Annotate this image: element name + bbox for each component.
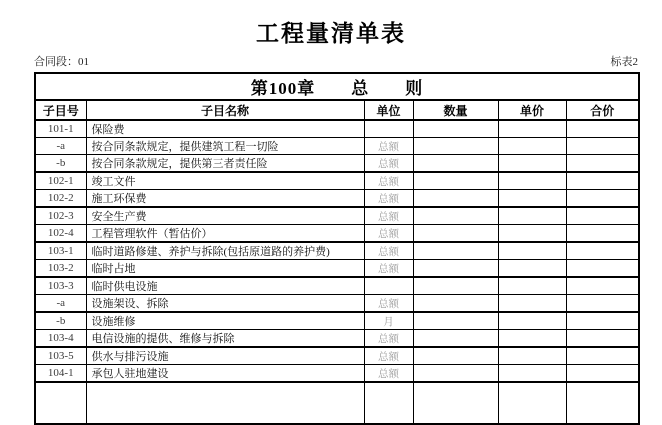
- quantity-cell: [413, 242, 498, 260]
- item-no-cell: -a: [35, 295, 86, 313]
- quantity-cell: [413, 225, 498, 243]
- item-name-cell: 设施维修: [86, 312, 364, 330]
- table-row: [35, 330, 639, 348]
- item-name-cell: 工程管理软件（暂估价）: [86, 225, 364, 243]
- item-no-cell: 102-2: [35, 190, 86, 208]
- item-name-cell: 电信设施的提供、维修与拆除: [86, 330, 364, 348]
- item-name-cell: 承包人驻地建设: [86, 365, 364, 383]
- table-row: [35, 347, 639, 365]
- unit-price-cell: [498, 225, 566, 243]
- table-row: [35, 242, 639, 260]
- total-price-cell: [566, 382, 639, 424]
- unit-cell: 总额: [364, 365, 413, 383]
- item-no-cell: [35, 382, 86, 424]
- quantity-cell: [413, 155, 498, 173]
- item-no-cell: 103-4: [35, 330, 86, 348]
- unit-price-cell: [498, 295, 566, 313]
- total-price-cell: [566, 225, 639, 243]
- item-name-cell: 施工环保费: [86, 190, 364, 208]
- unit-cell: 总额: [364, 242, 413, 260]
- unit-price-cell: [498, 242, 566, 260]
- total-price-cell: [566, 330, 639, 348]
- unit-price-cell: [498, 312, 566, 330]
- total-price-cell: [566, 260, 639, 278]
- unit-price-cell: [498, 330, 566, 348]
- table-row: [35, 225, 639, 243]
- table-row: [35, 277, 639, 295]
- table-row: [35, 120, 639, 138]
- unit-cell: 总额: [364, 138, 413, 155]
- total-price-cell: [566, 172, 639, 190]
- quantity-cell: [413, 260, 498, 278]
- item-name-cell: 按合同条款规定，提供建筑工程一切险: [86, 138, 364, 155]
- item-no-cell: -b: [35, 155, 86, 173]
- unit-cell: [364, 382, 413, 424]
- item-no-cell: -b: [35, 312, 86, 330]
- item-name-cell: 竣工文件: [86, 172, 364, 190]
- item-name-cell: 供水与排污设施: [86, 347, 364, 365]
- total-price-cell: [566, 138, 639, 155]
- quantity-cell: [413, 365, 498, 383]
- total-price-cell: [566, 242, 639, 260]
- total-price-cell: [566, 347, 639, 365]
- total-price-cell: [566, 155, 639, 173]
- item-no-cell: 103-3: [35, 277, 86, 295]
- sheet-label: 标表2: [610, 56, 638, 68]
- total-price-cell: [566, 295, 639, 313]
- quantity-cell: [413, 347, 498, 365]
- quantity-cell: [413, 312, 498, 330]
- item-no-cell: 104-1: [35, 365, 86, 383]
- total-price-cell: [566, 365, 639, 383]
- quantity-cell: [413, 120, 498, 138]
- quantity-cell: [413, 138, 498, 155]
- unit-cell: 月: [364, 312, 413, 330]
- bill-of-quantities-table: [34, 72, 640, 425]
- item-name-cell: 保险费: [86, 120, 364, 138]
- total-price-cell: [566, 120, 639, 138]
- unit-price-cell: [498, 172, 566, 190]
- item-no-cell: 102-3: [35, 207, 86, 225]
- item-name-cell: 临时道路修建、养护与拆除(包括原道路的养护费): [86, 242, 364, 260]
- total-price-cell: [566, 190, 639, 208]
- unit-cell: 总额: [364, 172, 413, 190]
- unit-price-cell: [498, 260, 566, 278]
- item-name-cell: 临时供电设施: [86, 277, 364, 295]
- item-no-cell: -a: [35, 138, 86, 155]
- item-name-cell: [86, 382, 364, 424]
- quantity-cell: [413, 330, 498, 348]
- unit-cell: 总额: [364, 155, 413, 173]
- unit-cell: 总额: [364, 207, 413, 225]
- unit-price-cell: [498, 365, 566, 383]
- unit-cell: [364, 120, 413, 138]
- unit-cell: 总额: [364, 347, 413, 365]
- table-row: [35, 155, 639, 173]
- item-no-cell: 102-1: [35, 172, 86, 190]
- item-no-cell: 103-2: [35, 260, 86, 278]
- table-row: [35, 207, 639, 225]
- total-price-cell: [566, 277, 639, 295]
- item-no-cell: 103-1: [35, 242, 86, 260]
- unit-cell: [364, 277, 413, 295]
- unit-price-cell: [498, 277, 566, 295]
- page-title: 工程量清单表: [256, 21, 406, 46]
- quantity-cell: [413, 190, 498, 208]
- table-row: [35, 312, 639, 330]
- unit-price-cell: [498, 190, 566, 208]
- chapter-heading-row: [35, 73, 639, 100]
- item-no-cell: 102-4: [35, 225, 86, 243]
- total-price-cell: [566, 312, 639, 330]
- unit-cell: 总额: [364, 190, 413, 208]
- table-row: [35, 382, 639, 424]
- quantity-cell: [413, 295, 498, 313]
- item-no-cell: 103-5: [35, 347, 86, 365]
- unit-price-cell: [498, 120, 566, 138]
- table-row: [35, 260, 639, 278]
- unit-price-cell: [498, 155, 566, 173]
- unit-cell: 总额: [364, 260, 413, 278]
- quantity-cell: [413, 382, 498, 424]
- table-row: [35, 190, 639, 208]
- column-header: 数量: [413, 100, 498, 120]
- column-header: 子目名称: [86, 100, 364, 120]
- column-header: 单位: [364, 100, 413, 120]
- column-header: 合价: [566, 100, 639, 120]
- column-header-row: [35, 100, 639, 120]
- unit-cell: 总额: [364, 295, 413, 313]
- quantity-cell: [413, 172, 498, 190]
- table-row: [35, 138, 639, 155]
- unit-price-cell: [498, 347, 566, 365]
- chapter-heading: 第100章 总 则: [35, 73, 639, 100]
- item-name-cell: 安全生产费: [86, 207, 364, 225]
- unit-cell: 总额: [364, 225, 413, 243]
- table-row: [35, 365, 639, 383]
- unit-price-cell: [498, 138, 566, 155]
- table-row: [35, 172, 639, 190]
- column-header: 子目号: [35, 100, 86, 120]
- item-name-cell: 设施架设、拆除: [86, 295, 364, 313]
- total-price-cell: [566, 207, 639, 225]
- meta-row: [34, 53, 638, 69]
- item-no-cell: 101-1: [35, 120, 86, 138]
- quantity-cell: [413, 207, 498, 225]
- unit-price-cell: [498, 382, 566, 424]
- table-row: [35, 295, 639, 313]
- contract-section-label: 合同段：01: [34, 56, 89, 68]
- unit-price-cell: [498, 207, 566, 225]
- item-name-cell: 临时占地: [86, 260, 364, 278]
- item-name-cell: 按合同条款规定，提供第三者责任险: [86, 155, 364, 173]
- column-header: 单价: [498, 100, 566, 120]
- unit-cell: 总额: [364, 330, 413, 348]
- quantity-cell: [413, 277, 498, 295]
